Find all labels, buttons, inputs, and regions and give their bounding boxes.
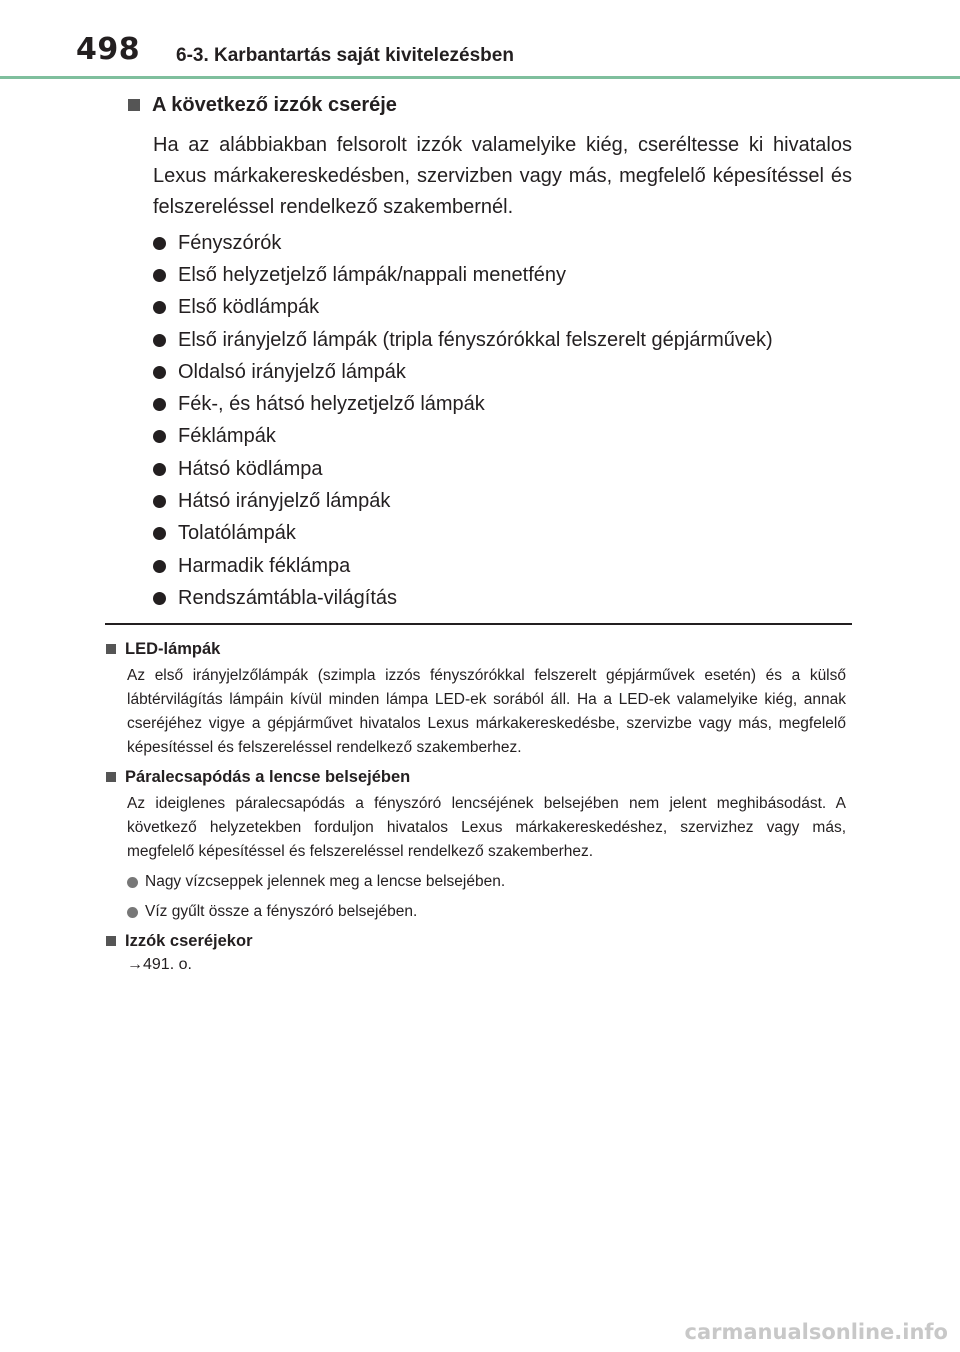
list-item [127, 900, 846, 924]
square-bullet-icon [106, 644, 116, 654]
list-item-text: Tolatólámpák [178, 522, 296, 545]
watermark: carmanualsonline.info [684, 1320, 948, 1344]
bullet-dot-icon [153, 269, 166, 282]
list-item [153, 292, 852, 324]
list-item-text: Rendszámtábla-világítás [178, 586, 397, 609]
list-item [153, 324, 852, 356]
bullet-dot-icon [153, 430, 166, 443]
list-item-text: Víz gyűlt össze a fényszóró belsejében. [145, 903, 418, 920]
list-item-text: Oldalsó irányjelző lámpák [178, 360, 406, 383]
bullet-dot-icon [153, 495, 166, 508]
section-title: 6-3. Karbantartás saját kivitelezésben [176, 45, 514, 66]
list-item [153, 582, 852, 614]
note-heading-text: Izzók cseréjekor [125, 931, 253, 950]
square-bullet-icon [106, 772, 116, 782]
note-heading-replace [106, 928, 846, 954]
notes-section [106, 636, 846, 982]
list-item-text: Fényszórók [178, 231, 282, 254]
note-heading-led [106, 636, 846, 662]
list-item [127, 870, 846, 894]
list-item-text: Fék-, és hátsó helyzetjelző lámpák [178, 393, 485, 416]
bullet-dot-icon [153, 527, 166, 540]
note-heading-text: LED-lámpák [125, 639, 221, 658]
list-item [153, 227, 852, 259]
list-item-text: Első ködlámpák [178, 296, 320, 319]
bullet-dot-icon [127, 877, 138, 888]
bullet-dot-icon [153, 398, 166, 411]
bullet-dot-icon [153, 592, 166, 605]
list-item [153, 518, 852, 550]
note-paragraph-condensation: Az ideiglenes páralecsapódás a fényszóró lencséjének belsejében nem jelent meghibásodást. A következő helyzetekben forduljon hivatalos Lexus márkakereskedéshez, szervizhez vagy más, megfelelő képesítéssel és felszereléssel rendelkező szakemberhez. [127, 795, 846, 860]
bullet-dot-icon [153, 237, 166, 250]
section-divider [105, 623, 852, 625]
list-item-text: Hátsó ködlámpa [178, 457, 323, 480]
list-item-text: Első irányjelző lámpák (tripla fényszórókkal felszerelt gépjárművek) [178, 328, 773, 351]
page-header [0, 0, 960, 80]
note-heading-text: Páralecsapódás a lencse belsejében [125, 767, 411, 786]
list-item-text: Féklámpák [178, 425, 276, 448]
bullet-dot-icon [153, 366, 166, 379]
list-item [153, 259, 852, 291]
list-item [153, 388, 852, 420]
section-heading-text: A következő izzók cseréje [152, 93, 397, 116]
section-heading [128, 90, 852, 120]
bulb-list [153, 227, 852, 615]
square-bullet-icon [106, 936, 116, 946]
bullet-dot-icon [153, 334, 166, 347]
list-item [153, 453, 852, 485]
bullet-dot-icon [153, 301, 166, 314]
list-item [153, 356, 852, 388]
list-item-text: Harmadik féklámpa [178, 554, 351, 577]
bullet-dot-icon [127, 907, 138, 918]
main-section [128, 90, 852, 615]
intro-paragraph: Ha az alábbiakban felsorolt izzók valamelyike kiég, cseréltesse ki hivatalos Lexus márkakereskedésben, szervizben vagy más, megfelelő képesítéssel és felszereléssel rendelkező szakembernél. [153, 134, 852, 218]
list-item [153, 485, 852, 517]
list-item-text: Nagy vízcseppek jelennek meg a lencse belsejében. [145, 873, 506, 890]
list-item-text: Első helyzetjelző lámpák/nappali menetfény [178, 263, 566, 286]
list-item [153, 421, 852, 453]
bullet-dot-icon [153, 560, 166, 573]
list-item-text: Hátsó irányjelző lámpák [178, 490, 391, 513]
square-bullet-icon [128, 99, 140, 111]
page-number: 498 [76, 32, 141, 67]
note-heading-condensation [106, 764, 846, 790]
header-rule [0, 76, 960, 79]
note-paragraph-led: Az első irányjelzőlámpák (szimpla izzós fényszórókkal felszerelt gépjárművek esetén) és a külső lábtérvilágítás lámpáin kívül minden lámpa LED-ek sorából áll. Ha a LED-ek valamelyike kiég, annak cseréjéhez vigye a gépjárművet hivatalos Lexus márkakereskedésbe, szervizbe vagy más, megfelelő képesítéssel és felszereléssel rendelkező szakemberhez. [127, 667, 846, 756]
bullet-dot-icon [153, 463, 166, 476]
list-item [153, 550, 852, 582]
page-reference-link[interactable]: →491. o. [127, 956, 192, 973]
